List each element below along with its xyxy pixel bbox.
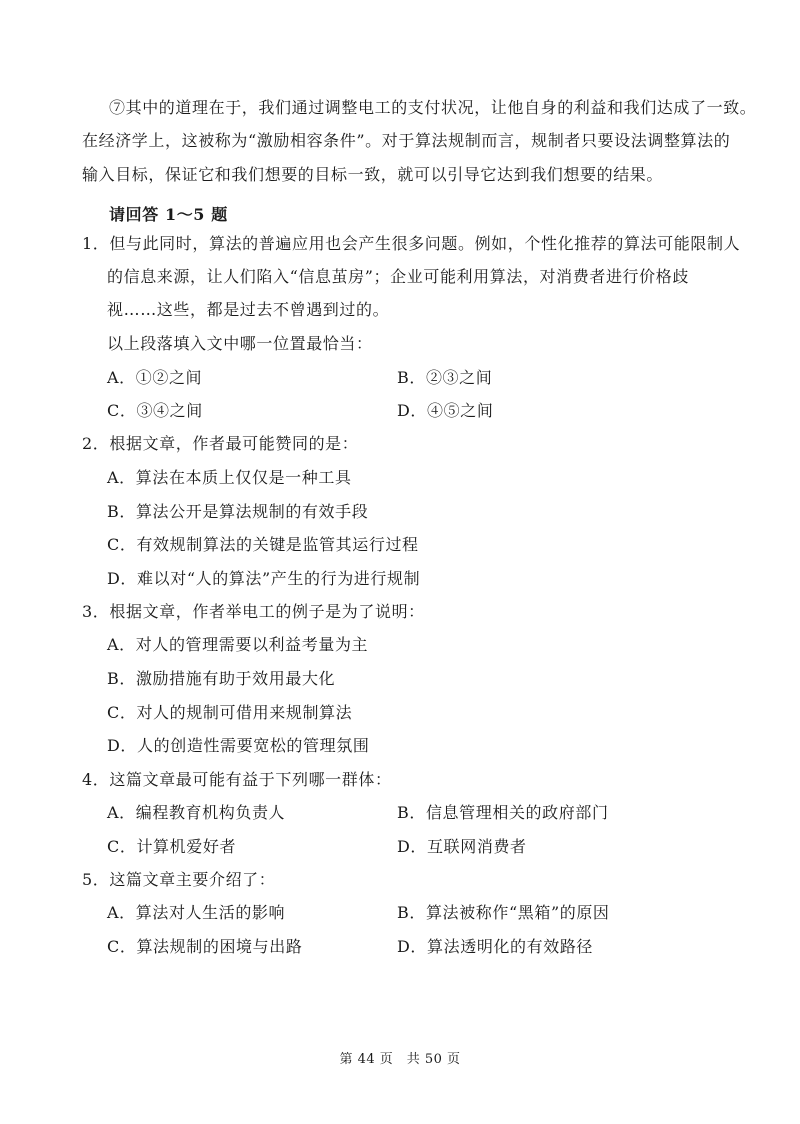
passage-line-3: 输入目标，保证它和我们想要的目标一致，就可以引导它达到我们想要的结果。	[82, 165, 664, 184]
question-3-option-c[interactable]: C．对人的规制可借用来规制算法	[107, 703, 353, 722]
question-1-stem-line-1: 1．但与此同时，算法的普遍应用也会产生很多问题。例如，个性化推荐的算法可能限制人	[82, 234, 741, 253]
question-3-stem: 3．根据文章，作者举电工的例子是为了说明：	[82, 602, 425, 621]
question-5-stem: 5．这篇文章主要介绍了：	[82, 870, 276, 889]
question-4-option-d[interactable]: D．互联网消费者	[397, 837, 527, 856]
question-3-option-a[interactable]: A．对人的管理需要以利益考量为主	[107, 635, 369, 654]
question-5-option-d[interactable]: D．算法透明化的有效路径	[397, 937, 594, 956]
question-1-prompt: 以上段落填入文中哪一位置最恰当：	[107, 334, 373, 353]
question-1-option-a[interactable]: A．①②之间	[107, 368, 203, 387]
question-3-option-b[interactable]: B．激励措施有助于效用最大化	[107, 669, 336, 688]
question-1-stem-line-2: 的信息来源，让人们陷入“信息茧房”；企业可能利用算法，对消费者进行价格歧	[107, 267, 689, 286]
question-2-option-c[interactable]: C．有效规制算法的关键是监管其运行过程	[107, 535, 419, 554]
question-1-option-c[interactable]: C．③④之间	[107, 401, 203, 420]
question-2-option-d[interactable]: D．难以对“人的算法”产生的行为进行规制	[107, 569, 421, 588]
question-1-option-d[interactable]: D．④⑤之间	[397, 401, 494, 420]
question-1-option-b[interactable]: B．②③之间	[397, 368, 493, 387]
question-5-option-a[interactable]: A．算法对人生活的影响	[107, 903, 286, 922]
page-footer: 第 44 页 共 50 页	[339, 1052, 461, 1067]
question-2-option-a[interactable]: A．算法在本质上仅仅是一种工具	[107, 468, 352, 487]
question-instruction: 请回答 1～5 题	[109, 205, 228, 224]
question-5-option-b[interactable]: B．算法被称作“黑箱”的原因	[397, 903, 610, 922]
question-3-option-d[interactable]: D．人的创造性需要宽松的管理氛围	[107, 736, 370, 755]
passage-line-1: ⑦其中的道理在于，我们通过调整电工的支付状况，让他自身的利益和我们达成了一致。	[109, 98, 757, 117]
question-4-stem: 4．这篇文章最可能有益于下列哪一群体：	[82, 770, 392, 789]
question-4-option-b[interactable]: B．信息管理相关的政府部门	[397, 803, 609, 822]
question-4-option-c[interactable]: C．计算机爱好者	[107, 837, 237, 856]
question-2-option-b[interactable]: B．算法公开是算法规制的有效手段	[107, 502, 369, 521]
passage-line-2: 在经济学上，这被称为“激励相容条件”。对于算法规制而言，规制者只要设法调整算法的	[82, 131, 731, 150]
question-5-option-c[interactable]: C．算法规制的困境与出路	[107, 937, 303, 956]
question-4-option-a[interactable]: A．编程教育机构负责人	[107, 803, 286, 822]
question-2-stem: 2．根据文章，作者最可能赞同的是：	[82, 434, 359, 453]
question-1-stem-line-3: 视……这些，都是过去不曾遇到过的。	[107, 300, 390, 319]
